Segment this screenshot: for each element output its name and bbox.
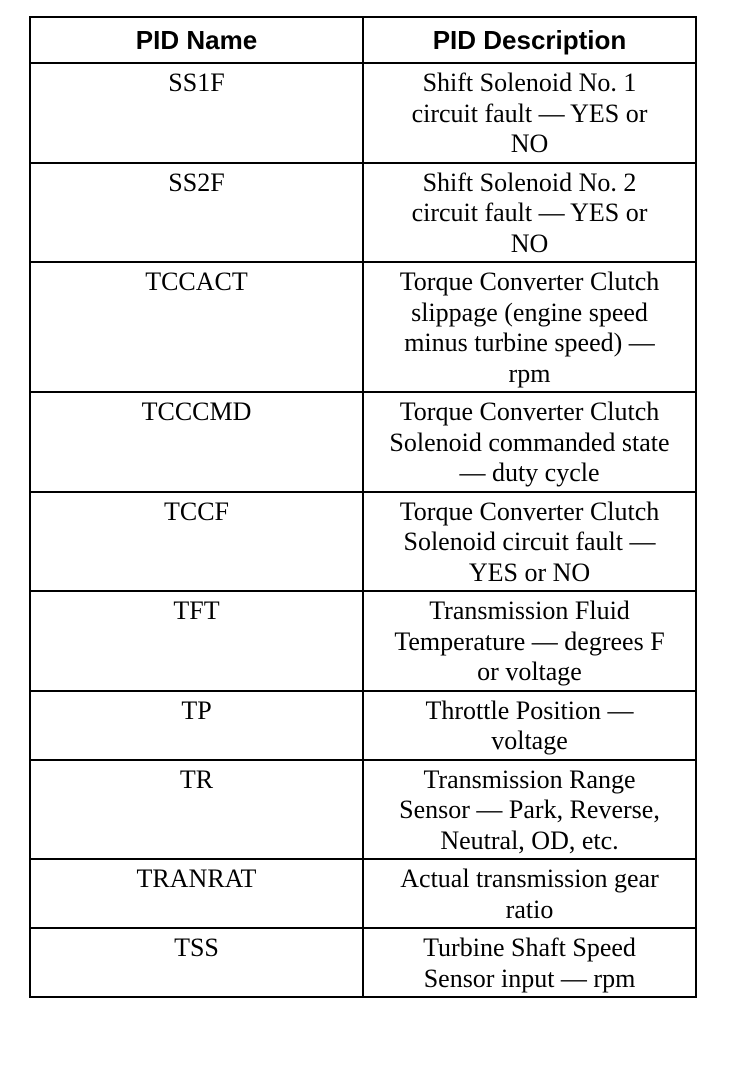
pid-description-line: or voltage bbox=[477, 657, 582, 686]
pid-description-cell bbox=[363, 163, 696, 263]
table-row bbox=[30, 262, 696, 392]
pid-description-line: Neutral, OD, etc. bbox=[440, 825, 619, 855]
pid-table bbox=[29, 16, 697, 998]
pid-description-line: Sensor — Park, Reverse, bbox=[399, 795, 660, 824]
pid-description-line: Torque Converter Clutch bbox=[399, 397, 660, 426]
table-row bbox=[30, 928, 696, 997]
pid-description-line: Solenoid circuit fault — bbox=[403, 527, 656, 556]
table-row bbox=[30, 859, 696, 928]
header-pid-name: PID Name bbox=[30, 17, 363, 63]
pid-name-cell: TCCCMD bbox=[30, 392, 363, 492]
table-row bbox=[30, 163, 696, 263]
pid-description-line: Torque Converter Clutch bbox=[399, 267, 660, 296]
pid-name-cell: SS2F bbox=[30, 163, 363, 263]
table-row bbox=[30, 760, 696, 860]
table-row bbox=[30, 591, 696, 691]
pid-description-line: minus turbine speed) — bbox=[404, 328, 655, 357]
pid-description-line: slippage (engine speed bbox=[411, 297, 648, 327]
pid-name-cell: TSS bbox=[30, 928, 363, 997]
pid-description-cell bbox=[363, 760, 696, 860]
pid-description-line: Sensor input — rpm bbox=[423, 963, 636, 993]
pid-name-cell: SS1F bbox=[30, 63, 363, 163]
pid-description-cell bbox=[363, 928, 696, 997]
pid-description-line: Throttle Position — bbox=[425, 695, 634, 725]
table-row bbox=[30, 63, 696, 163]
pid-name-cell: TFT bbox=[30, 591, 363, 691]
pid-name-cell: TCCACT bbox=[30, 262, 363, 392]
pid-description-cell bbox=[363, 492, 696, 592]
table-row bbox=[30, 691, 696, 760]
pid-description-line: ratio bbox=[505, 894, 554, 924]
pid-description-line: — duty cycle bbox=[459, 458, 600, 487]
pid-description-line: YES or NO bbox=[468, 557, 591, 587]
table-row bbox=[30, 492, 696, 592]
pid-description-line: Transmission Fluid bbox=[429, 596, 630, 625]
pid-description-line: Torque Converter Clutch bbox=[399, 496, 660, 526]
pid-description-line: Actual transmission gear bbox=[400, 864, 659, 893]
pid-description-line: NO bbox=[510, 228, 549, 258]
pid-name-cell: TR bbox=[30, 760, 363, 860]
pid-name-cell: TCCF bbox=[30, 492, 363, 592]
pid-description-line: Solenoid commanded state bbox=[389, 427, 670, 457]
table-body bbox=[30, 63, 696, 997]
pid-description-cell bbox=[363, 859, 696, 928]
pid-name-cell: TRANRAT bbox=[30, 859, 363, 928]
pid-description-cell bbox=[363, 262, 696, 392]
pid-description-line: Transmission Range bbox=[423, 764, 636, 794]
pid-description-cell bbox=[363, 63, 696, 163]
pid-description-line: Shift Solenoid No. 1 bbox=[422, 68, 637, 97]
header-row bbox=[30, 17, 696, 63]
pid-description-line: circuit fault — YES or bbox=[411, 198, 648, 227]
pid-description-line: voltage bbox=[491, 726, 568, 755]
pid-description-cell bbox=[363, 691, 696, 760]
pid-description-line: NO bbox=[510, 129, 549, 158]
pid-description-cell bbox=[363, 591, 696, 691]
pid-name-cell: TP bbox=[30, 691, 363, 760]
header-pid-description: PID Description bbox=[363, 17, 696, 63]
pid-description-line: Shift Solenoid No. 2 bbox=[422, 167, 637, 197]
pid-description-line: Turbine Shaft Speed bbox=[423, 933, 636, 962]
pid-description-line: circuit fault — YES or bbox=[411, 98, 648, 128]
pid-description-line: rpm bbox=[508, 358, 551, 388]
pid-description-cell bbox=[363, 392, 696, 492]
table-row bbox=[30, 392, 696, 492]
pid-description-line: Temperature — degrees F bbox=[394, 626, 665, 656]
